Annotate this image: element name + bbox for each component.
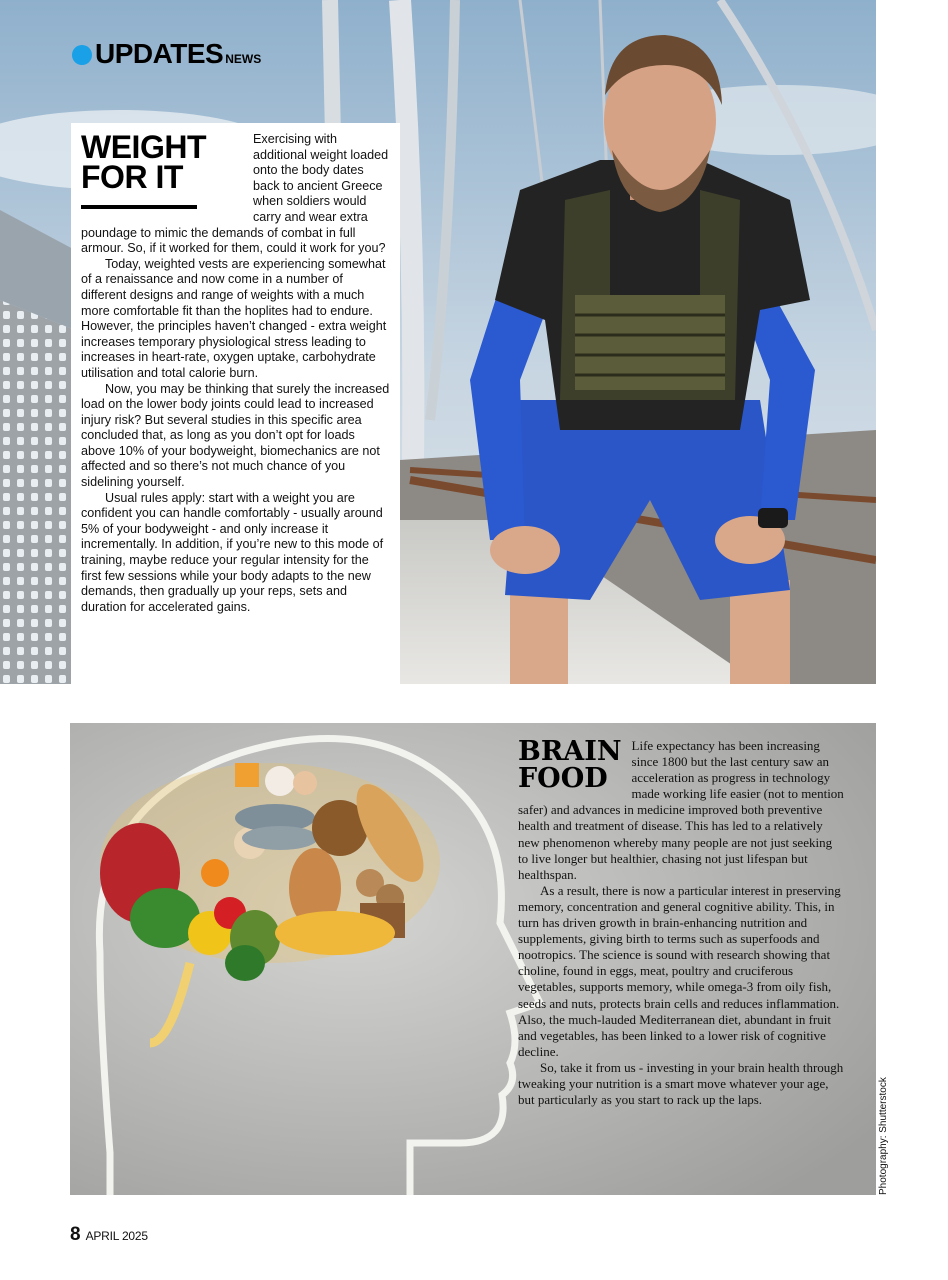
page-number: 8 [70, 1224, 81, 1245]
paragraph: Exercising with additional weight loaded onto the body dates back to ancient Greece when soldiers would carry and wear extra poundage to mimic the demands of combat in full armour. So, if it worked for them, could it work for you? [81, 132, 389, 256]
headline-rule [81, 205, 197, 209]
brain-food-article [518, 738, 844, 1108]
headline-line-2: FOR IT [81, 159, 183, 195]
brain-food-panel [70, 723, 876, 1195]
headline-line-1: BRAIN [518, 736, 622, 767]
issue-date: APRIL 2025 [85, 1229, 148, 1243]
weight-headline [81, 129, 241, 209]
headline-line-2: FOOD [518, 763, 608, 794]
paragraph: Life expectancy has been increasing since 1800 but the last century saw an acceleration as progress in technology made working life easier (not to mention safer) and advances in medicine improved both preventive health and treatment of disease. This has led to a relatively new phenomenon whereby many people are not just seeking to live longer but healthier, chasing not just lifespan but healthspan. [518, 738, 844, 882]
headline-line-1: WEIGHT [81, 129, 206, 165]
paragraph: Now, you may be thinking that surely the increased load on the lower body joints could lead to increased injury risk? But several studies in this specific area concluded that, as long as you don’t opt for loads above 10% of your bodyweight, biomechanics are not affected and so there’s not much chance of you sidelining yourself. [81, 381, 390, 490]
section-subtitle: NEWS [225, 52, 262, 66]
section-title: UPDATES [95, 38, 224, 69]
page-folio [70, 1224, 148, 1246]
paragraph: As a result, there is now a particular interest in preserving memory, concentration and general cognitive ability. This, in turn has driven growth in brain-enhancing nutrition and supplements, giving birth to terms such as superfoods and nootropics. The science is sound with research showing that choline, found in eggs, meat, poultry and cruciferous vegetables, supports memory, while omega-3 from oily fish, seeds and nuts, protects brain cells and reduces inflammation. Also, the much-lauded Mediterranean diet, abundant in fruit and vegetables, has been linked to a lower risk of cognitive decline. [518, 882, 841, 1059]
paragraph: So, take it from us - investing in your brain health through tweaking your nutrition is a smart move whatever your age, but particularly as you start to rack up the laps. [518, 1059, 844, 1108]
section-dot-icon [72, 45, 92, 65]
photo-credit: Photography: Shutterstock [878, 1077, 889, 1195]
section-header [72, 38, 261, 70]
brain-food-headline [518, 738, 622, 792]
paragraph: Today, weighted vests are experiencing somewhat of a renaissance and now come in a number of different designs and range of weights with a much more comfortable fit than the hoplites had to endure. However, the principles haven’t changed - extra weight increases temporary physiological stress leading to increases in heart-rate, oxygen uptake, carbohydrate utilisation and total calorie burn. [81, 256, 387, 380]
paragraph: Usual rules apply: start with a weight you are confident you can handle comfortably - usually around 5% of your bodyweight - and only increase it incrementally. In addition, if you’re new to this mode of training, maybe reduce your regular intensity for the first few sessions while your body adapts to the new demands, then gradually up your reps, sets and duration for accelerated gains. [81, 490, 384, 614]
weight-article [71, 123, 400, 684]
